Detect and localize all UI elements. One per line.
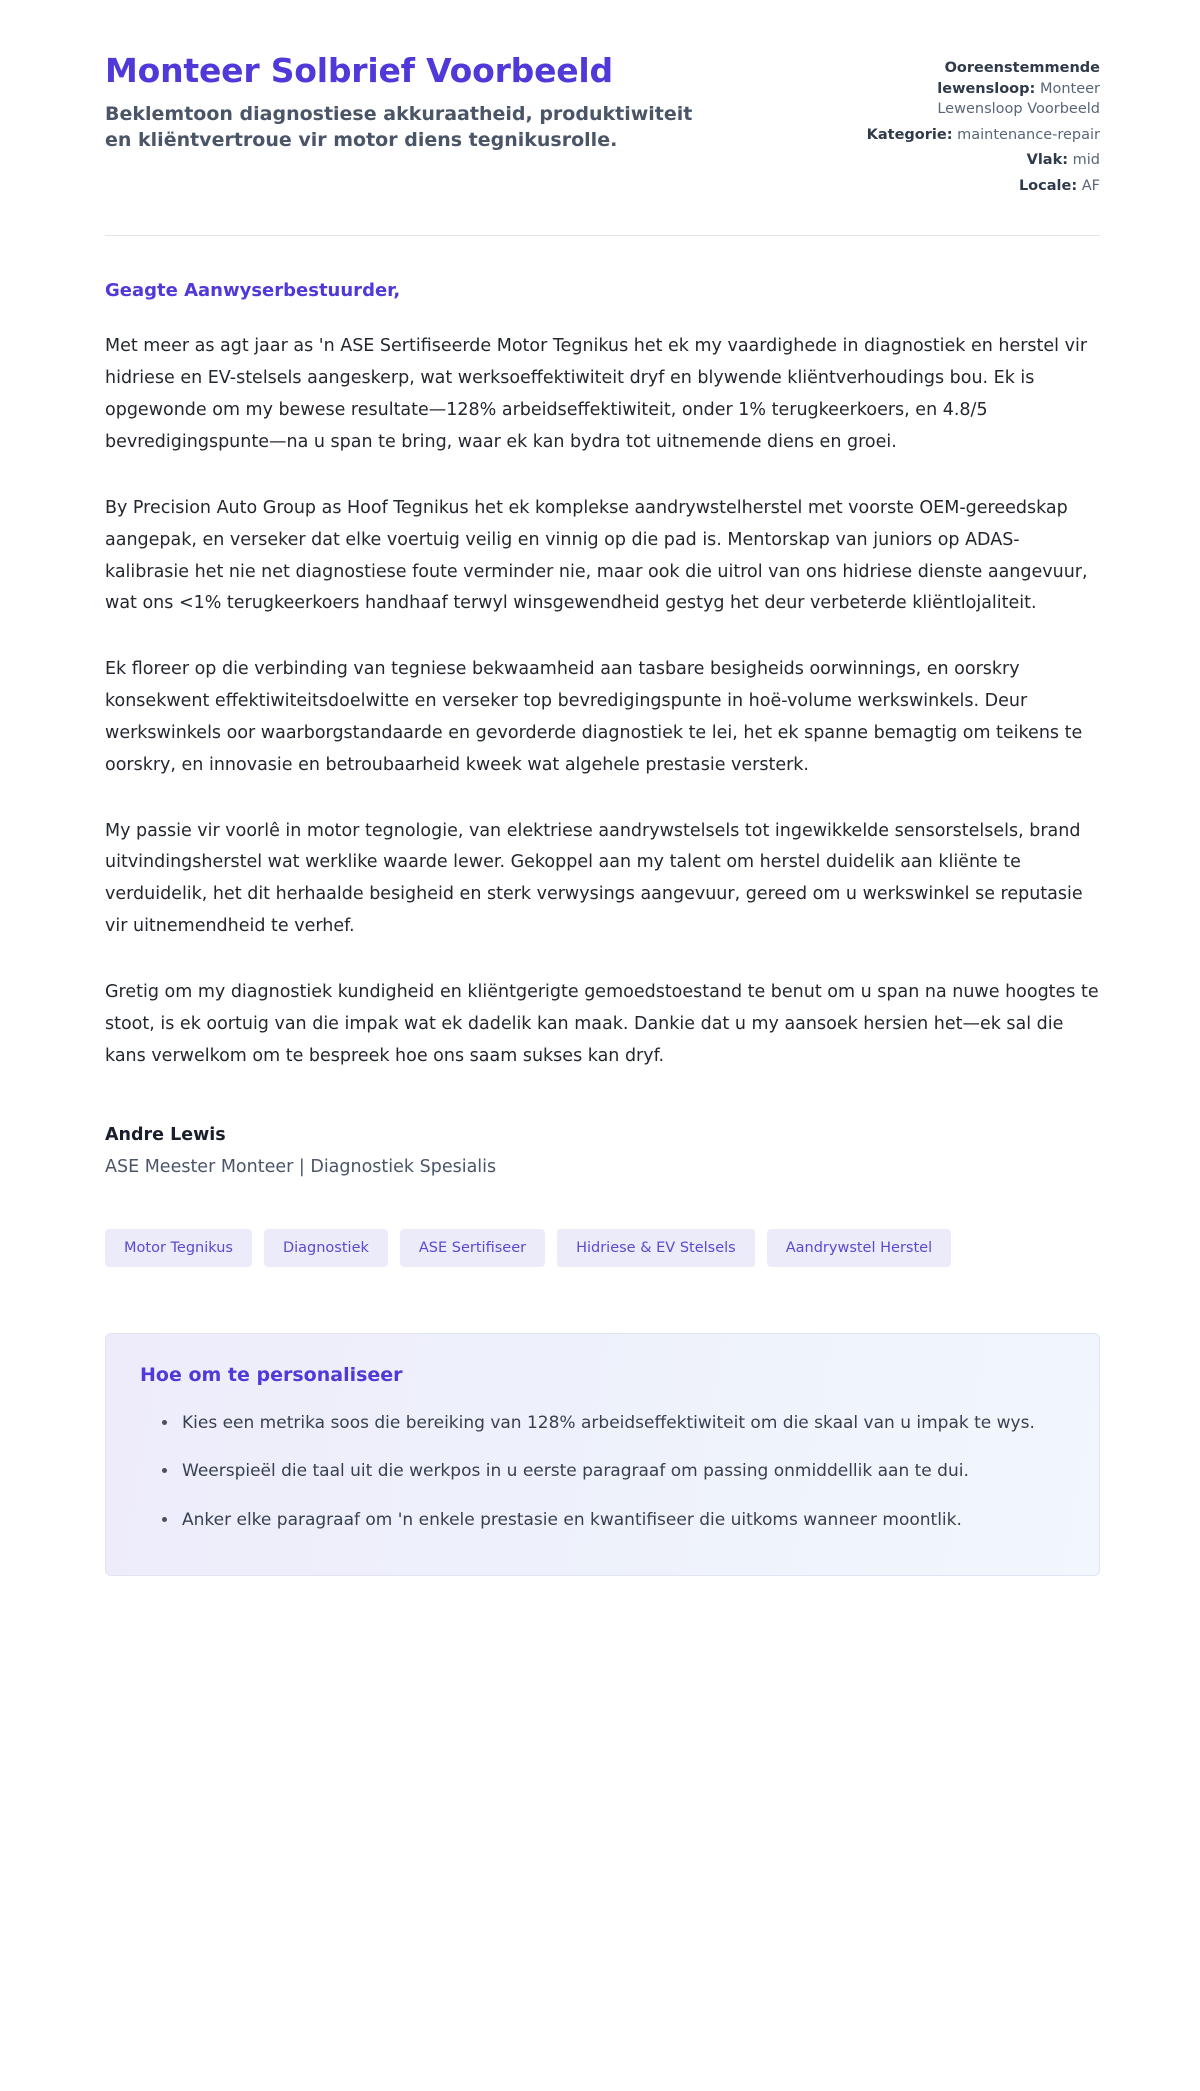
letter-salutation: Geagte Aanwyserbestuurder,	[105, 280, 401, 302]
tag-chip[interactable]: Aandrywstel Herstel	[767, 1229, 951, 1267]
letter-paragraph: My passie vir voorlê in motor tegnologie, van elektriese aandrywstelsels tot ingewikkelde sensorstelsels, brand uitvindingsherstel wat werklike waarde lewer. Gekoppel aan my talent om herstel duidelik aan kliënte te verduidelik, het dit herhaalde besigheid en sterk verwysings aangevuur, gereed om u werkswinkel se reputasie vir uitnemendheid te verhef.	[105, 820, 1083, 937]
tag-chip[interactable]: Motor Tegnikus	[105, 1229, 252, 1267]
metadata-category-label: Kategorie:	[866, 126, 953, 143]
document-metadata	[850, 52, 1100, 201]
tag-chip[interactable]: Hidriese & EV Stelsels	[557, 1229, 755, 1267]
personalization-callout	[105, 1333, 1100, 1577]
callout-tip-item: Kies een metrika soos die bereiking van 128% arbeidseffektiwiteit om die skaal van u impak te wys.	[162, 1408, 1065, 1439]
page-title: Monteer Solbrief Voorbeeld	[105, 51, 613, 90]
letter-paragraph: By Precision Auto Group as Hoof Tegnikus het ek komplekse aandrywstelherstel met voorste OEM-gereedskap aangepak, en verseker dat elke voertuig veilig en vinnig op die pad is. Mentorskap van juniors op ADAS-kalibrasie het nie net diagnostiese foute verminder nie, maar ook die uitrol van ons hidriese dienste aangevuur, wat ons <1% terugkeerkoers handhaaf terwyl winsgewendheid gestyg het deur verbeterde kliëntlojaliteit.	[105, 497, 1088, 614]
signature-block	[105, 1125, 1100, 1177]
signature-role: ASE Meester Monteer | Diagnostiek Spesialis	[105, 1156, 497, 1177]
page-subtitle: Beklemtoon diagnostiese akkuraatheid, produktiwiteit en kliëntvertroue vir motor diens tegnikusrolle.	[105, 102, 693, 152]
header-title-block	[105, 52, 745, 153]
signature-name: Andre Lewis	[105, 1124, 226, 1145]
metadata-category	[850, 125, 1100, 146]
letter-body	[105, 236, 1100, 1072]
metadata-matching-resume	[850, 58, 1100, 120]
callout-title: Hoe om te personaliseer	[140, 1363, 403, 1386]
metadata-level-value: mid	[1072, 152, 1100, 169]
metadata-matching-resume-value: Monteer Lewensloop Voorbeeld	[937, 80, 1100, 118]
callout-tip-item: Anker elke paragraaf om 'n enkele prestasie en kwantifiseer die uitkoms wanneer moontlik.	[162, 1505, 1065, 1536]
letter-paragraph: Ek floreer op die verbinding van tegniese bekwaamheid aan tasbare besigheids oorwinnings, en oorskry konsekwent effektiwiteitsdoelwitte en verseker top bevredigingspunte in hoë-volume werkswinkels. Deur werkswinkels oor waarborgstandaarde en gevorderde diagnostiek te lei, het ek spanne bemagtig om teikens te oorskry, en innovasie en betroubaarheid kweek wat algehele prestasie versterk.	[105, 659, 1083, 775]
metadata-locale-value: AF	[1081, 177, 1100, 194]
metadata-locale-label: Locale:	[1018, 177, 1078, 194]
tag-chip[interactable]: ASE Sertifiseer	[400, 1229, 545, 1267]
callout-tip-list	[140, 1408, 1065, 1536]
tag-chip[interactable]: Diagnostiek	[264, 1229, 388, 1267]
letter-paragraph: Met meer as agt jaar as 'n ASE Sertifiseerde Motor Tegnikus het ek my vaardighede in diagnostiek en herstel vir hidriese en EV-stelsels aangeskerp, wat werksoeffektiwiteit dryf en blywende kliëntverhoudings bou. Ek is opgewonde om my bewese resultate—128% arbeidseffektiwiteit, onder 1% terugkeerkoers, en 4.8/5 bevredigingspunte—na u span te bring, waar ek kan bydra tot uitnemende diens en groei.	[105, 336, 1088, 452]
tag-list	[105, 1229, 1100, 1267]
metadata-level	[850, 150, 1100, 171]
document-header	[105, 52, 1100, 201]
callout-tip-item: Weerspieël die taal uit die werkpos in u eerste paragraaf om passing onmiddellik aan te dui.	[162, 1456, 1065, 1487]
metadata-matching-resume-label: Ooreenstemmende lewensloop:	[937, 60, 1100, 97]
metadata-locale	[850, 176, 1100, 197]
metadata-category-value: maintenance-repair	[957, 126, 1100, 143]
letter-paragraph: Gretig om my diagnostiek kundigheid en kliëntgerigte gemoedstoestand te benut om u span na nuwe hoogtes te stoot, is ek oortuig van die impak wat ek dadelik kan maak. Dankie dat u my aansoek hersien het—ek sal die kans verwelkom om te bespreek hoe ons saam sukses kan dryf.	[105, 981, 1099, 1066]
metadata-level-label: Vlak:	[1026, 152, 1069, 169]
